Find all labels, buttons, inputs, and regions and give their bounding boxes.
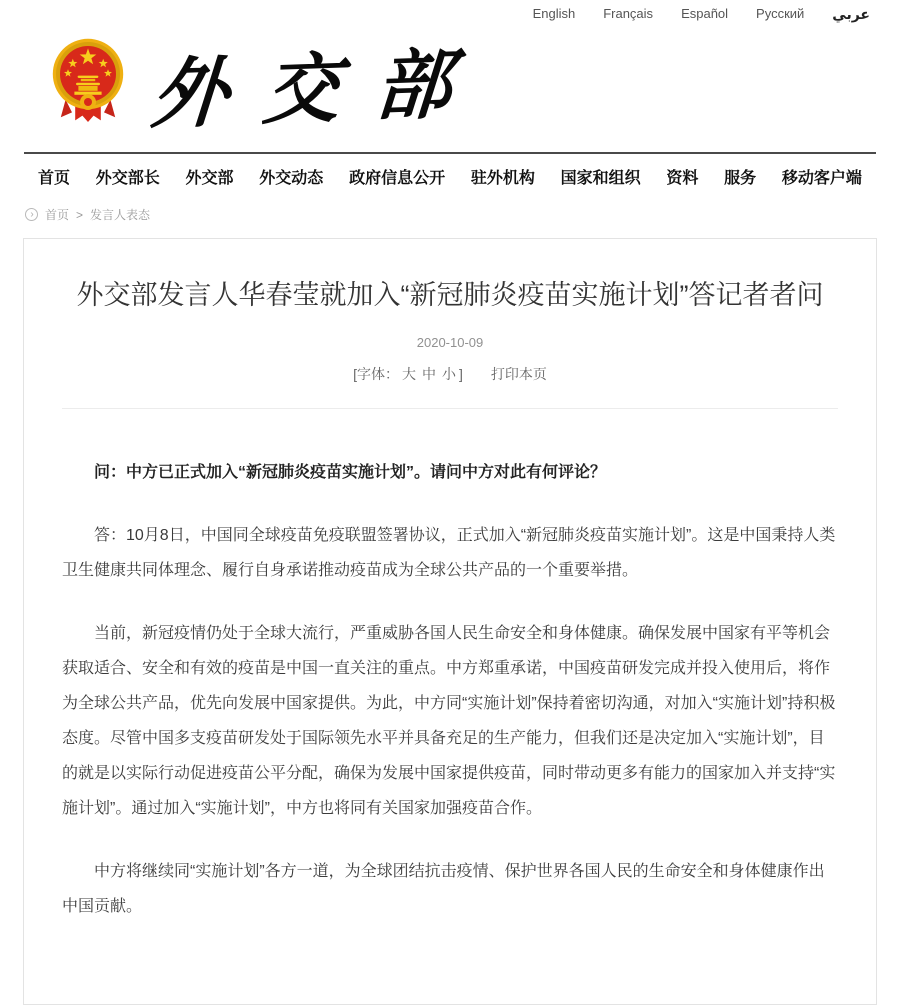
article-container — [23, 238, 877, 1005]
nav-item[interactable]: 资料 — [666, 170, 699, 187]
language-link[interactable]: Español — [681, 6, 729, 21]
breadcrumb-separator: > — [76, 207, 84, 222]
font-size-medium-button[interactable]: 中 — [422, 366, 436, 382]
article-meta — [62, 364, 838, 384]
article-date: 2020-10-09 — [416, 335, 484, 350]
nav-item[interactable]: 国家和组织 — [560, 170, 641, 187]
font-size-large-button[interactable]: 大 — [402, 366, 416, 382]
print-page-button[interactable]: 打印本页 — [490, 366, 547, 382]
nav-item[interactable]: 驻外机构 — [470, 170, 535, 187]
font-size-suffix: ] — [459, 366, 463, 382]
content-divider — [62, 408, 838, 409]
nav-item[interactable]: 服务 — [724, 170, 757, 187]
language-link[interactable]: Русский — [756, 6, 805, 21]
font-size-control — [353, 366, 463, 382]
breadcrumb — [25, 206, 900, 223]
breadcrumb-home-link[interactable]: 首页 — [45, 208, 70, 222]
nav-item[interactable]: 外交部 — [185, 170, 234, 187]
font-size-small-button[interactable]: 小 — [442, 366, 456, 382]
article-paragraph: 答：10月8日，中国同全球疫苗免疫联盟签署协议，正式加入“新冠肺炎疫苗实施计划”。这是中国秉持人类卫生健康共同体理念、履行自身承诺推动疫苗成为全球公共产品的一个重要举措。 — [62, 527, 836, 579]
article-body — [62, 455, 838, 924]
article-title: 外交部发言人华春莹就加入“新冠肺炎疫苗实施计划”答记者者问 — [76, 280, 824, 310]
nav-item[interactable]: 移动客户端 — [781, 170, 862, 187]
ministry-calligraphy-logo: 外交部 — [148, 38, 491, 140]
main-nav — [24, 152, 876, 200]
nav-item[interactable]: 外交动态 — [259, 170, 324, 187]
article-paragraph: 中方将继续同“实施计划”各方一道，为全球团结抗击疫情、保护世界各国人民的生命安全和身体健康作出中国贡献。 — [62, 863, 825, 915]
language-bar — [533, 6, 870, 23]
language-link[interactable]: English — [532, 6, 576, 21]
national-emblem-logo — [48, 36, 128, 128]
font-size-prefix: [字体： — [353, 366, 399, 382]
language-link[interactable]: Français — [603, 6, 654, 21]
language-link[interactable]: عربي — [832, 6, 870, 22]
nav-item[interactable]: 政府信息公开 — [349, 170, 446, 187]
page-header — [0, 0, 900, 152]
article-paragraph: 问：中方已正式加入“新冠肺炎疫苗实施计划”。请问中方对此有何评论？ — [94, 464, 607, 481]
nav-item[interactable]: 外交部长 — [95, 170, 160, 187]
breadcrumb-current: 发言人表态 — [90, 208, 151, 222]
article-paragraph: 当前，新冠疫情仍处于全球大流行，严重威胁各国人民生命安全和身体健康。确保发展中国家有平等机会获取适合、安全和有效的疫苗是中国一直关注的重点。中方郑重承诺，中国疫苗研发完成并投入使用后，将作为全球公共产品，优先向发展中国家提供。为此，中方同“实施计划”保持着密切沟通，对加入“实施计划”持积极态度。尽管中国多支疫苗研发处于国际领先水平并具备充足的生产能力，但我们还是决定加入“实施计划”，目的就是以实际行动促进疫苗公平分配，确保为发展中国家提供疫苗，同时带动更多有能力的国家加入并支持“实施计划”。通过加入“实施计划”，中方也将同有关国家加强疫苗合作。 — [62, 625, 836, 817]
breadcrumb-arrow-icon: › — [25, 208, 38, 221]
nav-item[interactable]: 首页 — [38, 170, 71, 187]
